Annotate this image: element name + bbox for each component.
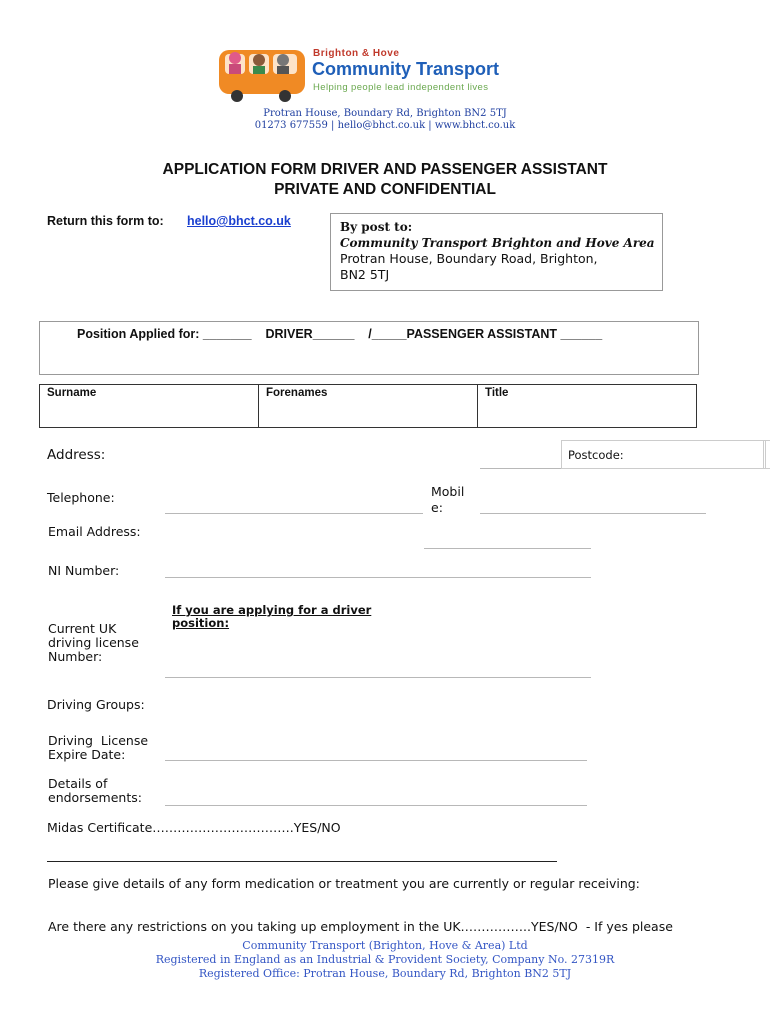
endorse-label-2: endorsements: — [48, 790, 142, 805]
mobile-field[interactable] — [480, 513, 706, 514]
address-label: Address: — [47, 447, 106, 463]
postcode-input[interactable] — [763, 440, 770, 469]
bus-logo-icon — [217, 44, 307, 104]
org-name-text: Community Transport — [312, 59, 500, 79]
post-org: Community Transport Brighton and Hove Area — [340, 236, 655, 250]
divider — [47, 861, 557, 862]
name-table — [39, 384, 697, 428]
mobile-label-1: Mobil — [431, 484, 465, 499]
form-title: APPLICATION FORM DRIVER AND PASSENGER ASSISTANT — [162, 161, 608, 178]
expiry-label-1: Driving License — [48, 733, 149, 748]
ni-label: NI Number: — [48, 563, 120, 578]
form-subtitle: PRIVATE AND CONFIDENTIAL — [274, 181, 496, 198]
restrictions-question: Are there any restrictions on you taking up employment in the UK……………..YES/NO - If yes please — [48, 919, 673, 934]
endorse-label-1: Details of — [48, 776, 108, 791]
footer-line2: Registered in England as an Industrial & Provident Society, Company No. 27319R — [155, 953, 615, 966]
header-address-line1: Protran House, Boundary Rd, Brighton BN2 5TJ — [263, 108, 507, 119]
telephone-field[interactable] — [165, 513, 423, 514]
email-label: Email Address: — [48, 524, 141, 539]
logo — [217, 44, 557, 104]
forenames-header: Forenames — [266, 387, 328, 399]
driver-note-1: If you are applying for a driver — [172, 603, 372, 617]
medication-question: Please give details of any form medication or treatment you are currently or regular receiving: — [48, 876, 640, 891]
ni-field[interactable] — [165, 577, 591, 578]
org-top-text: Brighton & Hove — [313, 48, 400, 59]
license-label-3: Number: — [48, 649, 103, 664]
post-address-box — [330, 213, 663, 291]
address-line-a[interactable] — [480, 468, 562, 469]
postcode-box — [561, 440, 766, 469]
telephone-label: Telephone: — [47, 490, 115, 505]
mobile-label-2: e: — [431, 500, 443, 515]
title-header: Title — [485, 387, 509, 399]
license-field[interactable] — [165, 677, 591, 678]
header-address-line2: 01273 677559 | hello@bhct.co.uk | www.bhct.co.uk — [254, 120, 516, 131]
post-address-line2: BN2 5TJ — [340, 267, 390, 282]
endorse-field[interactable] — [165, 805, 587, 806]
license-label-1: Current UK — [48, 621, 117, 636]
post-address-line1: Protran House, Boundary Road, Brighton, — [340, 251, 598, 266]
post-heading: By post to: — [340, 220, 413, 234]
tagline-text: Helping people lead independent lives — [313, 82, 489, 93]
driver-note-2: position: — [172, 616, 230, 630]
position-text[interactable]: Position Applied for: _______ DRIVER______ /_____PASSENGER ASSISTANT ______ — [77, 327, 603, 341]
return-label: Return this form to: — [47, 214, 164, 228]
driving-groups-label: Driving Groups: — [47, 697, 145, 712]
license-label-2: driving license — [48, 635, 139, 650]
footer-line1: Community Transport (Brighton, Hove & Area) Ltd — [242, 939, 528, 952]
return-email-link[interactable]: hello@bhct.co.uk — [187, 214, 291, 228]
surname-header: Surname — [47, 387, 97, 399]
footer-line3: Registered Office: Protran House, Boundary Rd, Brighton BN2 5TJ — [198, 967, 572, 980]
postcode-label: Postcode: — [568, 448, 624, 462]
email-field[interactable] — [424, 548, 591, 549]
midas-label[interactable]: Midas Certificate…………………………….YES/NO — [47, 820, 341, 835]
expiry-label-2: Expire Date: — [48, 747, 126, 762]
expiry-field[interactable] — [165, 760, 587, 761]
position-box — [39, 321, 699, 375]
